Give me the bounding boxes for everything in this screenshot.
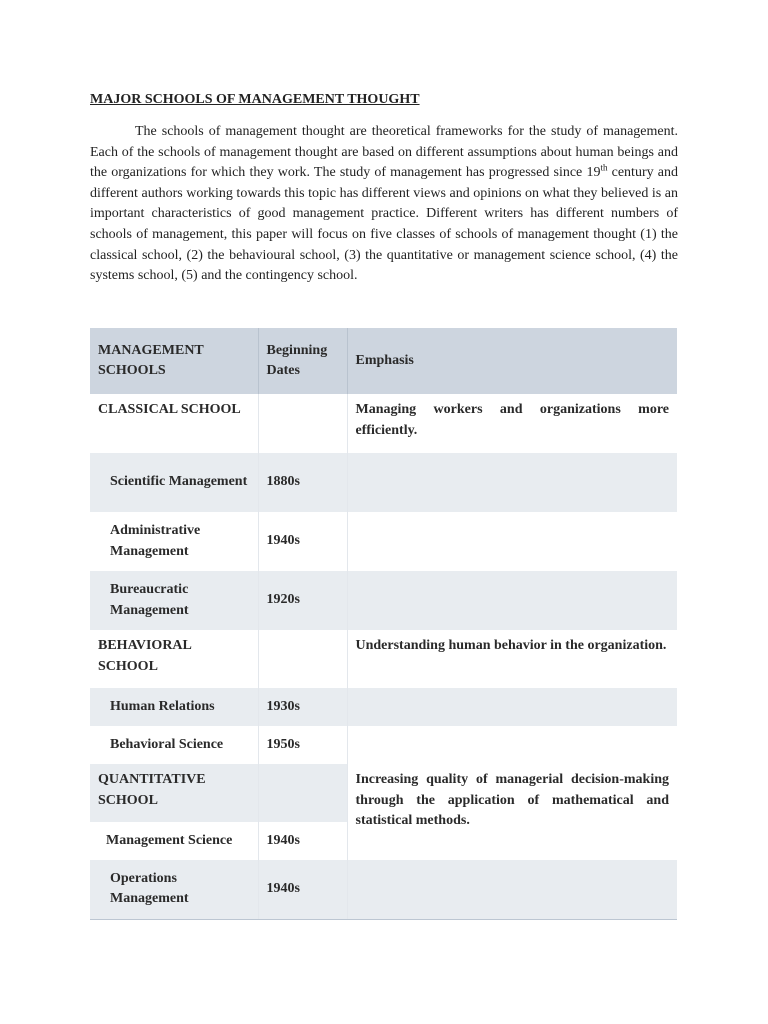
school-name: BEHAVIORAL SCHOOL xyxy=(90,630,258,688)
school-date: 1940s xyxy=(258,860,347,919)
table-row-operations-management xyxy=(90,860,677,919)
table-row-administrative-management xyxy=(90,512,677,571)
school-emphasis: Managing workers and organizations more efficiently. xyxy=(347,394,677,453)
school-emphasis xyxy=(347,726,677,764)
table-row-bureaucratic-management xyxy=(90,571,677,630)
intro-text-part2: century and different authors working towards this topic has different views and opinions on what they believed is an important characteristics of good management practice. Different writers has different numbers of schools of management, this paper will focus on five classes of schools of management thought (1) the classical school, (2) the behavioural school, (3) the quantitative or management science school, (4) the systems school, (5) and the contingency school. xyxy=(90,165,678,284)
table-row-human-relations xyxy=(90,688,677,726)
table-row-behavioral-science xyxy=(90,726,677,764)
header-emphasis: Emphasis xyxy=(347,328,677,394)
school-date xyxy=(258,764,347,822)
page-title: MAJOR SCHOOLS OF MANAGEMENT THOUGHT xyxy=(90,92,420,107)
school-name: Operations Management xyxy=(90,860,258,919)
table-header-row xyxy=(90,328,677,394)
school-name: Human Relations xyxy=(90,688,258,726)
intro-superscript: th xyxy=(600,162,608,173)
school-date: 1940s xyxy=(258,512,347,571)
school-name: QUANTITATIVE SCHOOL xyxy=(90,764,258,822)
school-name: Administrative Management xyxy=(90,512,258,571)
table-row-scientific-management xyxy=(90,453,677,512)
school-emphasis xyxy=(347,512,677,571)
school-date: 1920s xyxy=(258,571,347,630)
school-date: 1940s xyxy=(258,822,347,860)
school-date: 1950s xyxy=(258,726,347,764)
header-management-schools: MANAGEMENT SCHOOLS xyxy=(90,328,258,394)
school-date: 1880s xyxy=(258,453,347,512)
school-name: Management Science xyxy=(90,822,258,860)
intro-text-part1: The schools of management thought are theoretical frameworks for the study of management. Each of the schools of management thought are based on different assumptions about human beings and the organizations for which they work. The study of management has progressed since 19 xyxy=(90,124,678,181)
school-name: Bureaucratic Management xyxy=(90,571,258,630)
school-emphasis: Understanding human behavior in the organization. xyxy=(347,630,677,688)
header-beginning-dates: Beginning Dates xyxy=(258,328,347,394)
school-date xyxy=(258,394,347,453)
school-name: Behavioral Science xyxy=(90,726,258,764)
school-emphasis xyxy=(347,571,677,630)
school-date xyxy=(258,630,347,688)
intro-paragraph xyxy=(90,122,678,287)
school-name: Scientific Management xyxy=(90,453,258,512)
school-emphasis xyxy=(347,688,677,726)
table-row-classical-school xyxy=(90,394,677,453)
school-emphasis xyxy=(347,453,677,512)
school-date: 1930s xyxy=(258,688,347,726)
school-emphasis xyxy=(347,860,677,919)
school-emphasis: Increasing quality of managerial decision-making through the application of mathematical and statistical methods. xyxy=(347,764,677,860)
table-row-behavioral-school xyxy=(90,630,677,688)
table-row-quantitative-school xyxy=(90,764,677,822)
management-schools-table xyxy=(90,328,677,920)
school-name: CLASSICAL SCHOOL xyxy=(90,394,258,453)
